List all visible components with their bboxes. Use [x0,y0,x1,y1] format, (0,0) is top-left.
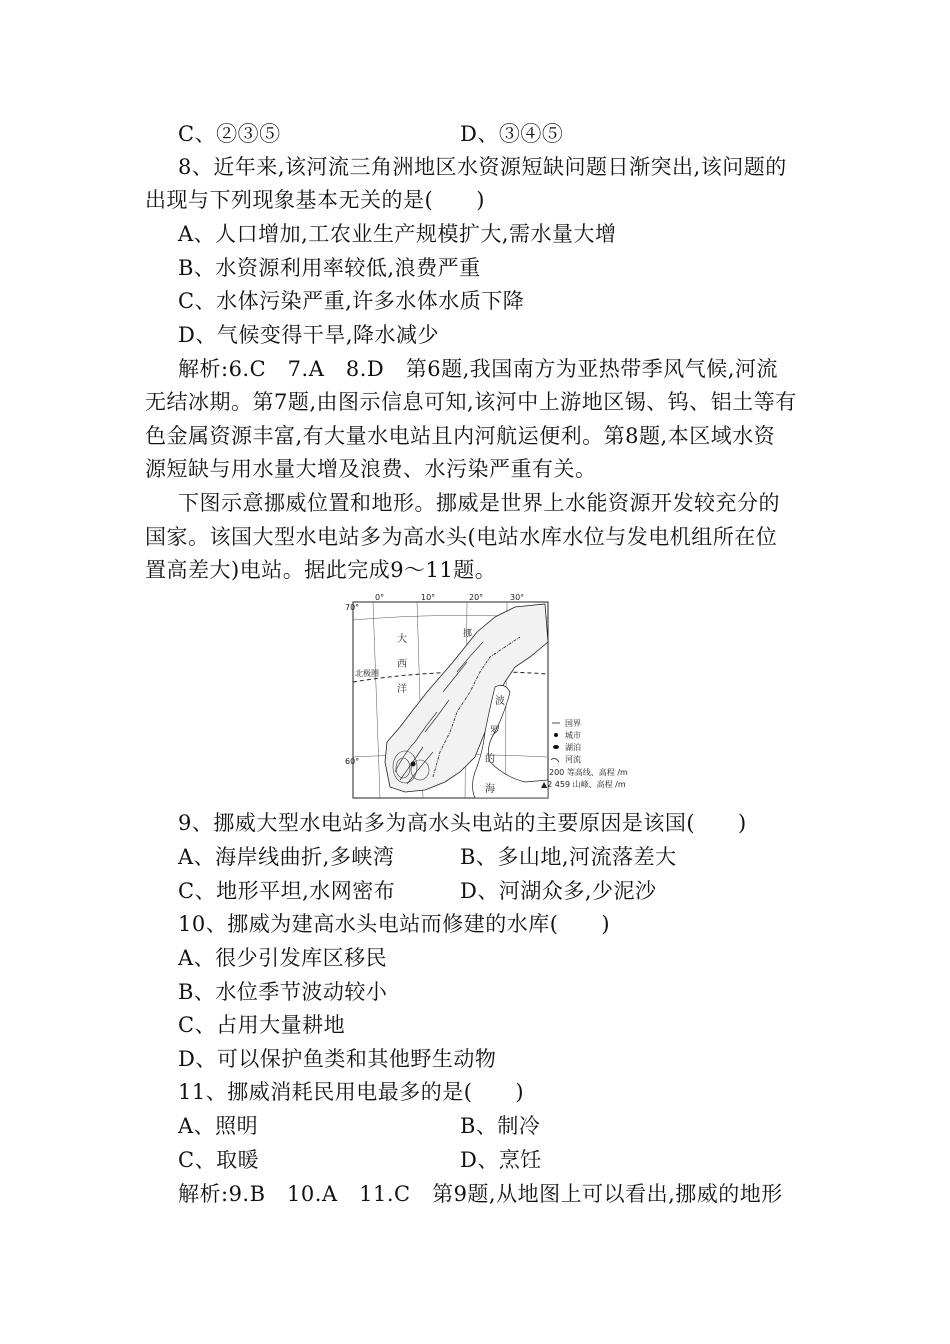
q11-options-row2 [178,1144,843,1177]
legend-contour: 200 等高线、高程 /m [549,768,628,777]
city-oslo [411,762,416,767]
q8-option-d: D、气候变得干旱,降水减少 [178,323,440,347]
intro-line3: 置高差大)电站。据此完成9～11题。 [145,558,497,582]
intro-line2: 国家。该国大型水电站多为高水头(电站水库水位与发电机组所在位 [145,525,778,549]
q9-stem: 9、挪威大型水电站多为高水头电站的主要原因是该国( ) [178,811,747,835]
legend-river: 河流 [565,755,581,764]
ocean-label-1: 大 [397,634,407,645]
legend-peak: ▲2 459 山峰、高程 /m [541,780,626,789]
q9-option-d: D、河湖众多,少泥沙 [460,879,657,903]
q8-option-a: A、人口增加,工农业生产规模扩大,需水量大增 [178,222,617,246]
q11-option-a: A、照明 [178,1114,259,1138]
q11-option-c: C、取暖 [178,1148,260,1172]
legend-city: 城市 [565,731,581,740]
q7-options-row [178,118,843,151]
sea-label-3: 的 [485,754,495,765]
analysis-1-line3: 色金属资源丰富,有大量水电站且内河航运便利。第8题,本区域水资 [145,424,776,448]
q8-option-b: B、水资源利用率较低,浪费严重 [178,256,481,280]
q10-option-a: A、很少引发库区移民 [178,946,388,970]
q11-option-d: D、烹饪 [460,1148,542,1172]
q11-option-b: B、制冷 [460,1114,541,1138]
q10-stem: 10、挪威为建高水头电站而修建的水库( ) [178,912,611,936]
lat-label-70: 70° [345,603,360,612]
ocean-label-3: 洋 [397,684,407,695]
lat-label-60: 60° [345,757,360,766]
q11-stem: 11、挪威消耗民用电最多的是( ) [178,1080,525,1104]
q9-option-a: A、海岸线曲折,多峡湾 [178,845,395,869]
arctic-circle-label: 北极圈 [355,669,379,678]
sea-label-2: 罗 [490,726,500,737]
q10-option-c: C、占用大量耕地 [178,1013,346,1037]
analysis-2-line1: 解析:9.B 10.A 11.C 第9题,从地图上可以看出,挪威的地形 [178,1182,783,1206]
q8-stem-line1: 8、近年来,该河流三角洲地区水资源短缺问题日渐突出,该问题的 [178,155,787,179]
lon-label-10: 10° [421,593,436,602]
country-label: 挪 [463,629,473,639]
analysis-1-line4: 源短缺与用水量大增及浪费、水污染严重有关。 [145,457,597,481]
q10-option-b: B、水位季节波动较小 [178,980,388,1004]
analysis-1-line2: 无结冰期。第7题,由图示信息可知,该河中上游地区锡、钨、铝土等有 [145,390,797,414]
q9-option-b: B、多山地,河流落差大 [460,845,677,869]
q8-stem-line2: 出现与下列现象基本无关的是( ) [145,188,485,212]
sea-label-1: 波 [495,696,505,707]
q9-options-row2 [178,875,843,908]
ocean-label-2: 西 [397,659,407,670]
intro-line1: 下图示意挪威位置和地形。挪威是世界上水能资源开发较充分的 [178,491,780,515]
map-legend [541,719,628,789]
lon-label-20: 20° [469,593,484,602]
q9-option-c: C、地形平坦,水网密布 [178,879,396,903]
lon-label-0: 0° [375,593,385,602]
q7-option-c: C、②③⑤ [178,122,281,146]
legend-border: 国界 [565,719,581,728]
q9-options-row1 [178,841,843,874]
q7-option-d: D、③④⑤ [460,122,564,146]
norway-map [345,592,630,802]
q11-options-row1 [178,1110,843,1143]
legend-lake: 湖泊 [565,743,581,752]
q8-option-c: C、水体污染严重,许多水体水质下降 [178,289,525,313]
sea-label-4: 海 [485,784,495,795]
lon-label-30: 30° [510,593,525,602]
analysis-1-line1: 解析:6.C 7.A 8.D 第6题,我国南方为亚热带季风气候,河流 [178,357,778,381]
q10-option-d: D、可以保护鱼类和其他野生动物 [178,1047,497,1071]
